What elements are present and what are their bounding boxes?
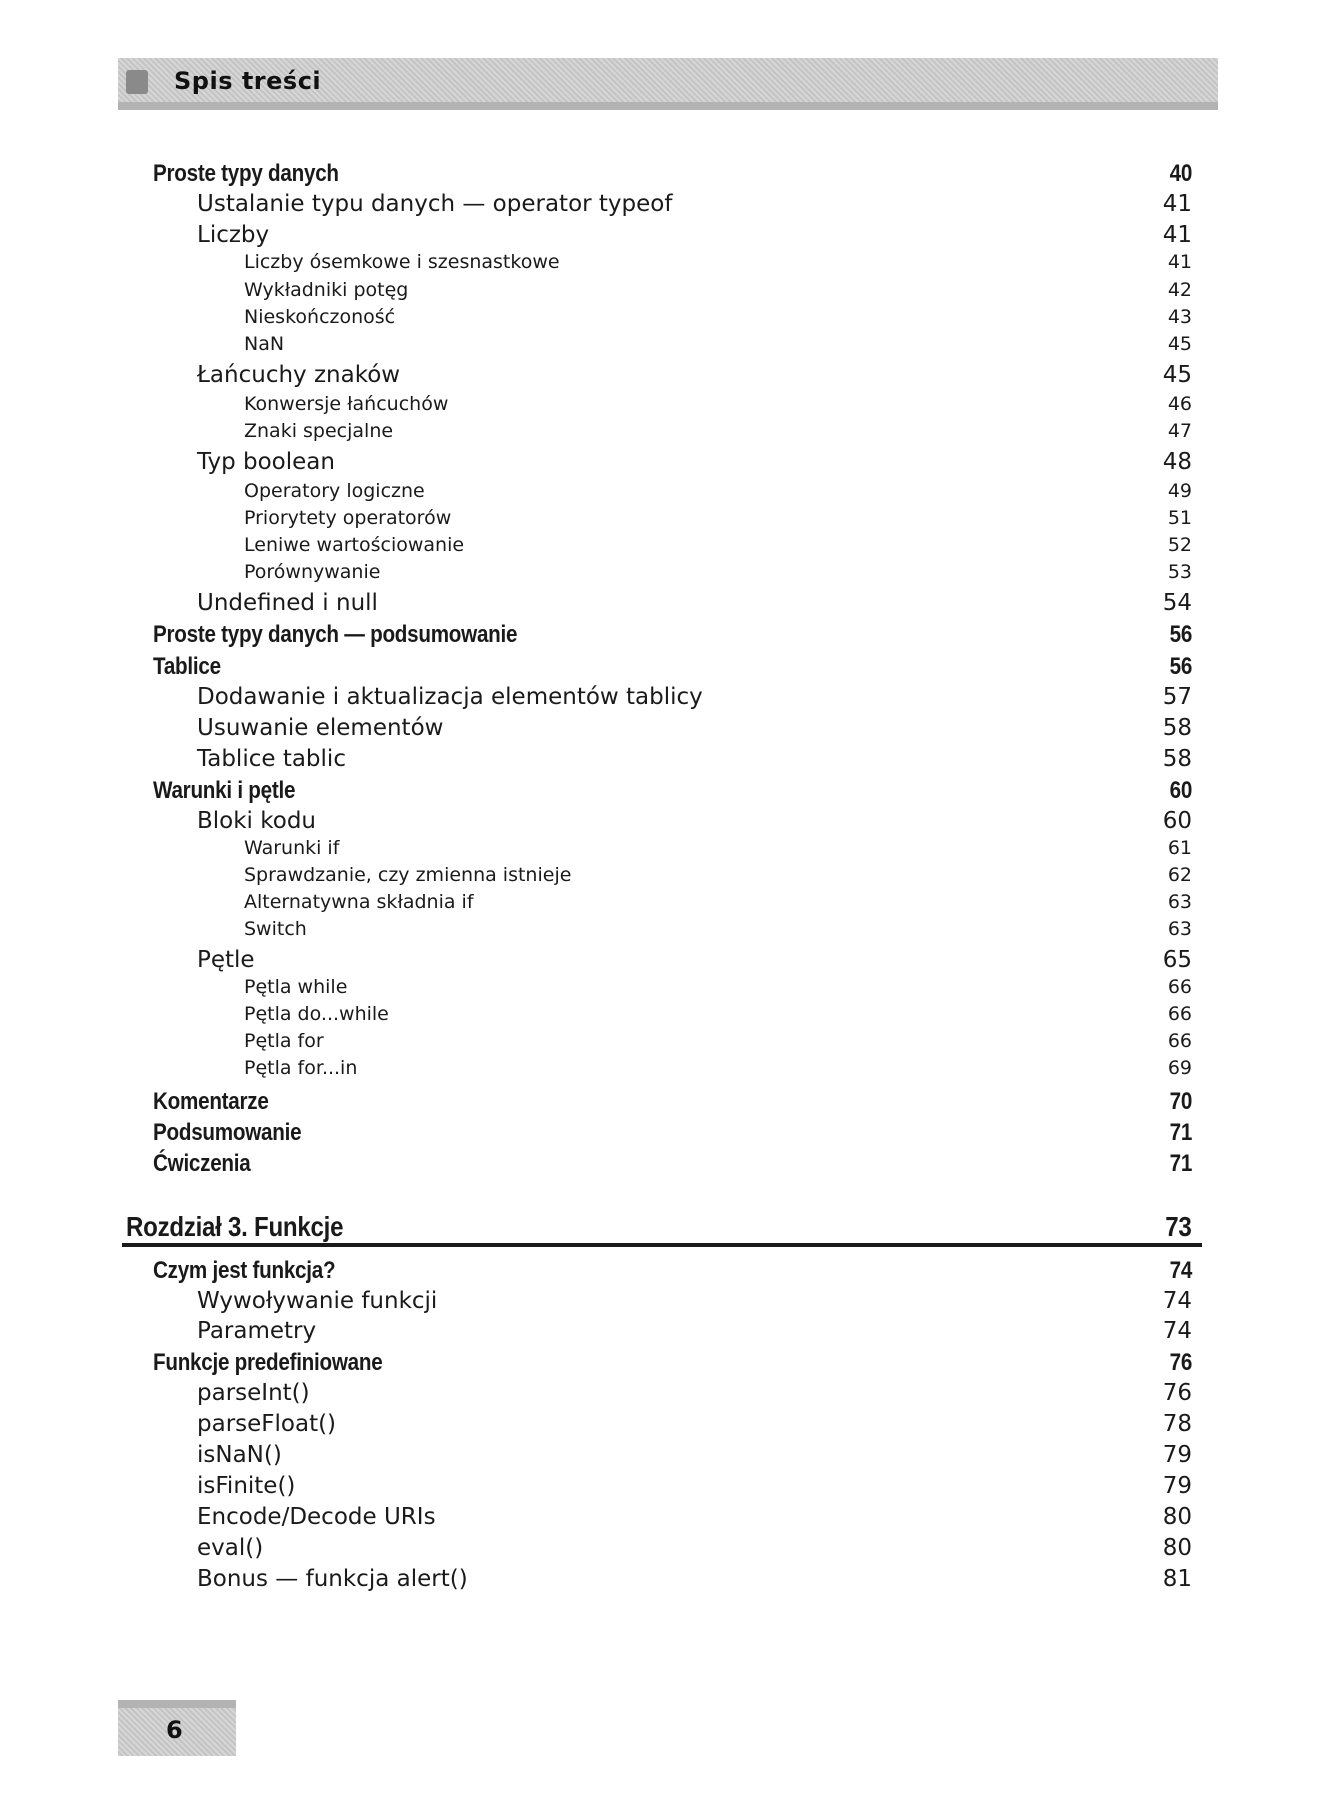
toc-entry-title: Priorytety operatorów: [244, 507, 452, 529]
toc-entry-title: Proste typy danych: [153, 160, 339, 187]
toc-subsubsection: [0, 561, 1339, 591]
chapter-divider: [122, 1243, 1202, 1247]
toc-entry-title: Dodawanie i aktualizacja elementów tablicy: [197, 684, 703, 710]
toc-entry-page: 57: [1162, 684, 1192, 710]
toc-entry-title: Parametry: [197, 1318, 317, 1344]
toc-entry-title: Operatory logiczne: [244, 480, 425, 502]
toc-subsection: [0, 1411, 1339, 1441]
toc-entry-page: 63: [1167, 918, 1192, 940]
toc-entry-page: 80: [1162, 1535, 1192, 1561]
toc-subsection: [0, 222, 1339, 252]
toc-entry-page: 79: [1162, 1442, 1192, 1468]
chapter-heading: [0, 1211, 1339, 1241]
toc-subsubsection: [0, 507, 1339, 537]
toc-subsection: [0, 191, 1339, 221]
toc-entry-page: 40: [1169, 160, 1192, 187]
toc-entry-title: Typ boolean: [197, 449, 335, 475]
toc-entry-page: 65: [1162, 947, 1192, 973]
toc-subsection: [0, 715, 1339, 745]
toc-entry-page: 41: [1167, 251, 1192, 273]
toc-subsubsection: [0, 279, 1339, 309]
toc-section: [0, 1349, 1339, 1379]
toc-entry-page: 46: [1167, 393, 1192, 415]
toc-entry-title: Usuwanie elementów: [197, 715, 444, 741]
toc-section: [0, 653, 1339, 683]
toc-subsection: [0, 947, 1339, 977]
toc-section: [0, 1119, 1339, 1149]
toc-entry-title: Leniwe wartościowanie: [244, 534, 465, 556]
toc-entry-title: Proste typy danych — podsumowanie: [153, 621, 518, 648]
toc-entry-page: 69: [1167, 1057, 1192, 1079]
toc-entry-page: 66: [1167, 976, 1192, 998]
toc-entry-title: Bloki kodu: [197, 808, 317, 834]
toc-entry-page: 58: [1162, 715, 1192, 741]
page-number: 6: [166, 1716, 183, 1744]
toc-entry-title: Rozdział 3. Funkcje: [126, 1211, 344, 1242]
toc-entry-title: Ćwiczenia: [153, 1150, 251, 1177]
toc-entry-title: Warunki if: [244, 837, 340, 859]
toc-entry-page: 73: [1165, 1211, 1192, 1242]
toc-entry-title: isFinite(): [197, 1473, 296, 1499]
toc-entry-page: 74: [1162, 1318, 1192, 1344]
toc-entry-title: parseFloat(): [197, 1411, 337, 1437]
toc-entry-title: Znaki specjalne: [244, 420, 394, 442]
toc-subsubsection: [0, 534, 1339, 564]
toc-subsubsection: [0, 393, 1339, 423]
toc-section: [0, 621, 1339, 651]
toc-entry-page: 41: [1162, 222, 1192, 248]
toc-entry-title: Pętla do...while: [244, 1003, 389, 1025]
toc-entry-page: 74: [1169, 1257, 1192, 1284]
toc-subsubsection: [0, 918, 1339, 948]
toc-entry-title: Funkcje predefiniowane: [153, 1349, 383, 1376]
toc-section: [0, 777, 1339, 807]
toc-section: [0, 160, 1339, 190]
toc-subsubsection: [0, 976, 1339, 1006]
toc-subsubsection: [0, 1057, 1339, 1087]
toc-subsection: [0, 362, 1339, 392]
toc-entry-title: eval(): [197, 1535, 264, 1561]
header-title: Spis treści: [174, 67, 322, 95]
toc-subsubsection: [0, 333, 1339, 363]
toc-entry-title: Warunki i pętle: [153, 777, 296, 804]
toc-entry-page: 52: [1167, 534, 1192, 556]
toc-entry-title: parseInt(): [197, 1380, 310, 1406]
toc-entry-title: Tablice: [153, 653, 221, 680]
toc-entry-page: 76: [1169, 1349, 1192, 1376]
toc-entry-page: 45: [1162, 362, 1192, 388]
toc-subsection: [0, 1442, 1339, 1472]
toc-entry-page: 43: [1167, 306, 1192, 328]
toc-entry-title: Switch: [244, 918, 307, 940]
toc-entry-page: 70: [1169, 1088, 1192, 1115]
toc-entry-title: Porównywanie: [244, 561, 381, 583]
toc-subsection: [0, 808, 1339, 838]
toc-entry-title: Ustalanie typu danych — operator typeof: [197, 191, 673, 217]
header-marker: [126, 70, 148, 94]
toc-entry-page: 45: [1167, 333, 1192, 355]
toc-entry-title: Encode/Decode URIs: [197, 1504, 436, 1530]
toc-entry-page: 78: [1162, 1411, 1192, 1437]
toc-subsection: [0, 449, 1339, 479]
toc-entry-title: Alternatywna składnia if: [244, 891, 474, 913]
toc-subsection: [0, 1535, 1339, 1565]
toc-entry-title: Podsumowanie: [153, 1119, 302, 1146]
toc-entry-page: 49: [1167, 480, 1192, 502]
toc-subsection: [0, 1318, 1339, 1348]
toc-entry-title: Sprawdzanie, czy zmienna istnieje: [244, 864, 572, 886]
toc-entry-page: 47: [1167, 420, 1192, 442]
toc-subsubsection: [0, 420, 1339, 450]
toc-entry-page: 48: [1162, 449, 1192, 475]
toc-entry-page: 76: [1162, 1380, 1192, 1406]
toc-entry-title: NaN: [244, 333, 285, 355]
toc-subsection: [0, 1473, 1339, 1503]
toc-entry-page: 71: [1169, 1150, 1192, 1177]
toc-entry-page: 71: [1169, 1119, 1192, 1146]
toc-subsection: [0, 1504, 1339, 1534]
toc-entry-title: Tablice tablic: [197, 746, 346, 772]
toc-entry-title: Pętle: [197, 947, 255, 973]
page-footer: [118, 1700, 236, 1756]
toc-subsubsection: [0, 1003, 1339, 1033]
toc-entry-page: 61: [1167, 837, 1192, 859]
toc-entry-title: Liczby: [197, 222, 270, 248]
toc-entry-page: 41: [1162, 191, 1192, 217]
toc-subsubsection: [0, 306, 1339, 336]
toc-entry-page: 62: [1167, 864, 1192, 886]
toc-section: [0, 1150, 1339, 1180]
running-header: [118, 58, 1218, 110]
toc-entry-page: 74: [1162, 1288, 1192, 1314]
toc-entry-page: 58: [1162, 746, 1192, 772]
toc-entry-title: Bonus — funkcja alert(): [197, 1566, 468, 1592]
toc-entry-title: Czym jest funkcja?: [153, 1257, 336, 1284]
toc-subsubsection: [0, 480, 1339, 510]
toc-entry-title: Konwersje łańcuchów: [244, 393, 449, 415]
toc-entry-page: 60: [1162, 808, 1192, 834]
toc-entry-page: 56: [1169, 621, 1192, 648]
toc-subsubsection: [0, 1030, 1339, 1060]
toc-entry-title: Nieskończoność: [244, 306, 396, 328]
toc-entry-title: Pętla for...in: [244, 1057, 358, 1079]
toc-entry-page: 63: [1167, 891, 1192, 913]
toc-entry-page: 53: [1167, 561, 1192, 583]
toc-entry-page: 51: [1167, 507, 1192, 529]
toc-subsubsection: [0, 251, 1339, 281]
toc-entry-title: Wykładniki potęg: [244, 279, 409, 301]
toc-entry-page: 79: [1162, 1473, 1192, 1499]
toc-entry-title: Pętla while: [244, 976, 348, 998]
toc-entry-page: 80: [1162, 1504, 1192, 1530]
toc-entry-title: Komentarze: [153, 1088, 269, 1115]
toc-subsection: [0, 684, 1339, 714]
toc-entry-page: 66: [1167, 1003, 1192, 1025]
toc-entry-title: Undefined i null: [197, 590, 378, 616]
toc-section: [0, 1257, 1339, 1287]
toc-section: [0, 1088, 1339, 1118]
toc-entry-title: Pętla for: [244, 1030, 324, 1052]
toc-entry-page: 56: [1169, 653, 1192, 680]
toc-entry-title: Liczby ósemkowe i szesnastkowe: [244, 251, 560, 273]
toc-subsubsection: [0, 837, 1339, 867]
toc-subsection: [0, 1288, 1339, 1318]
toc-entry-page: 81: [1162, 1566, 1192, 1592]
toc-subsubsection: [0, 891, 1339, 921]
toc-entry-title: isNaN(): [197, 1442, 282, 1468]
toc-subsubsection: [0, 864, 1339, 894]
toc-entry-title: Łańcuchy znaków: [197, 362, 401, 388]
toc-entry-page: 66: [1167, 1030, 1192, 1052]
toc-entry-page: 54: [1162, 590, 1192, 616]
toc-subsection: [0, 746, 1339, 776]
toc-entry-page: 42: [1167, 279, 1192, 301]
toc-entry-title: Wywoływanie funkcji: [197, 1288, 438, 1314]
toc-entry-page: 60: [1169, 777, 1192, 804]
toc-subsection: [0, 590, 1339, 620]
toc-subsection: [0, 1380, 1339, 1410]
toc-subsection: [0, 1566, 1339, 1596]
